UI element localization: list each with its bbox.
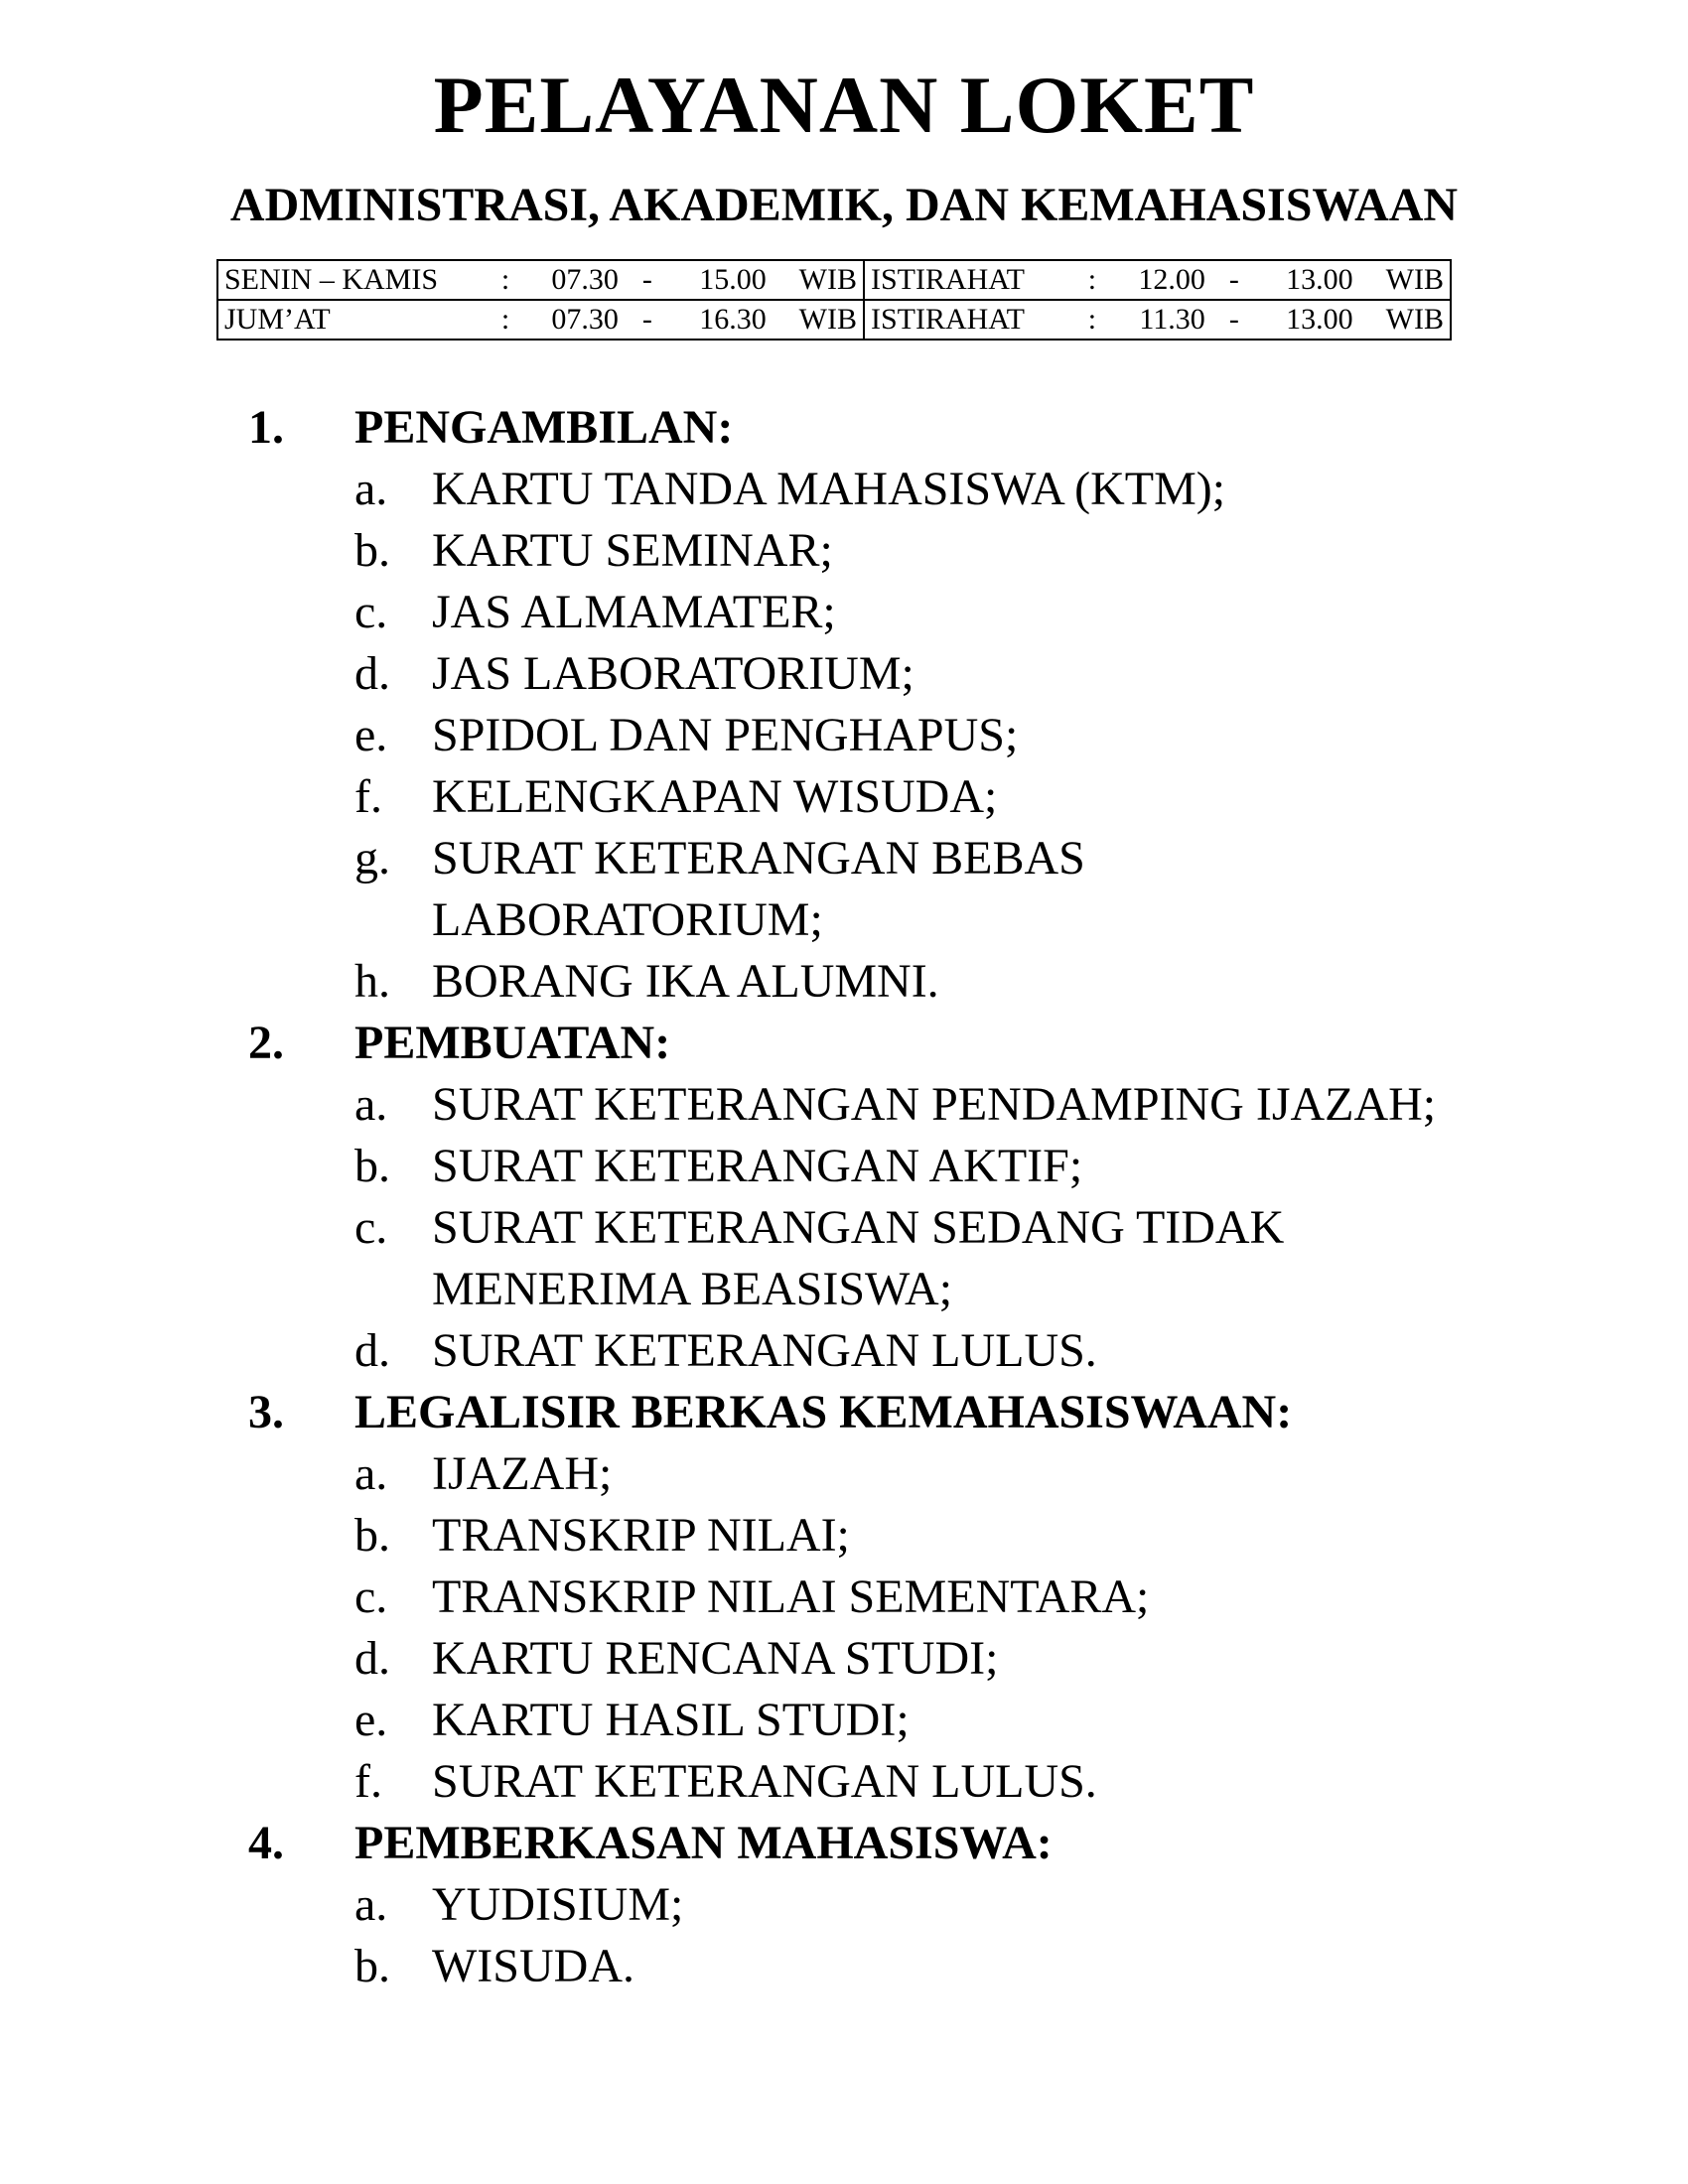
item-text: KARTU SEMINAR; xyxy=(432,524,833,577)
schedule-row xyxy=(217,300,1451,340)
section-heading xyxy=(248,1382,1539,1443)
section-title: PENGAMBILAN: xyxy=(354,401,734,454)
item-text: SURAT KETERANGAN LULUS. xyxy=(432,1755,1097,1808)
time-unit: WIB xyxy=(773,260,864,300)
item-letter: c. xyxy=(354,586,388,638)
item-text: YUDISIUM; xyxy=(432,1878,684,1931)
item-letter: d. xyxy=(354,1632,390,1685)
item-text: JAS ALMAMATER; xyxy=(432,586,836,638)
break-dash: - xyxy=(1211,260,1257,300)
open-time: 07.30 xyxy=(551,303,619,336)
item-text: SURAT KETERANGAN AKTIF; xyxy=(432,1140,1083,1192)
page-title: PELAYANAN LOKET xyxy=(433,60,1255,150)
section-pembuatan xyxy=(248,1013,1539,1382)
break-end: 13.00 xyxy=(1286,303,1353,336)
item-letter: a. xyxy=(354,1078,388,1131)
item-letter: a. xyxy=(354,1878,388,1931)
item-letter: b. xyxy=(354,1940,390,1992)
list-item xyxy=(248,1197,1539,1320)
section-heading xyxy=(248,1813,1539,1874)
list-item xyxy=(248,1936,1539,1997)
item-letter: e. xyxy=(354,1694,388,1746)
time-unit: WIB xyxy=(773,300,864,340)
item-letter: b. xyxy=(354,524,390,577)
section-pemberkasan xyxy=(248,1813,1539,1997)
break-end: 13.00 xyxy=(1257,260,1359,300)
open-time: 07.30 xyxy=(522,260,625,300)
break-dash: - xyxy=(1228,303,1239,336)
section-number: 1. xyxy=(248,401,284,454)
section-legalisir xyxy=(248,1382,1539,1813)
schedule-day: JUM’AT xyxy=(224,303,331,336)
section-heading xyxy=(248,1013,1539,1074)
list-item xyxy=(248,705,1539,766)
schedule-colon: : xyxy=(500,303,510,336)
item-letter: d. xyxy=(354,647,390,700)
item-text: SURAT KETERANGAN SEDANG TIDAK MENERIMA BEASISWA; xyxy=(432,1201,1285,1315)
item-text: TRANSKRIP NILAI SEMENTARA; xyxy=(432,1570,1150,1623)
section-number: 4. xyxy=(248,1817,284,1869)
item-letter: a. xyxy=(354,463,388,515)
item-letter: c. xyxy=(354,1570,388,1623)
item-text: KARTU RENCANA STUDI; xyxy=(432,1632,999,1685)
item-letter: a. xyxy=(354,1447,388,1500)
section-pengambilan xyxy=(248,397,1539,1013)
item-text: JAS LABORATORIUM; xyxy=(432,647,914,700)
section-number: 3. xyxy=(248,1386,284,1438)
close-time: 16.30 xyxy=(699,303,767,336)
item-letter: h. xyxy=(354,955,390,1008)
list-item xyxy=(248,582,1539,643)
time-dash: - xyxy=(641,303,652,336)
break-start: 11.30 xyxy=(1139,303,1205,336)
break-label: ISTIRAHAT xyxy=(870,303,1025,336)
break-start: 12.00 xyxy=(1109,260,1211,300)
break-colon: : xyxy=(1087,303,1097,336)
list-item xyxy=(248,1505,1539,1567)
section-title: PEMBERKASAN MAHASISWA: xyxy=(354,1817,1053,1869)
list-item xyxy=(248,1320,1539,1382)
list-item xyxy=(248,459,1539,520)
list-item xyxy=(248,643,1539,705)
break-colon: : xyxy=(1075,260,1109,300)
item-letter: c. xyxy=(354,1201,388,1254)
item-text: TRANSKRIP NILAI; xyxy=(432,1509,850,1562)
item-text: KELENGKAPAN WISUDA; xyxy=(432,770,998,823)
item-letter: b. xyxy=(354,1140,390,1192)
schedule-day: SENIN – KAMIS xyxy=(217,260,489,300)
item-text: SURAT KETERANGAN BEBAS LABORATORIUM; xyxy=(432,832,1085,946)
list-item xyxy=(248,828,1539,951)
item-text: WISUDA. xyxy=(432,1940,634,1992)
service-hours-table xyxy=(216,259,1452,341)
close-time: 15.00 xyxy=(670,260,773,300)
list-item xyxy=(248,1136,1539,1197)
item-text: SPIDOL DAN PENGHAPUS; xyxy=(432,709,1019,761)
break-label: ISTIRAHAT xyxy=(864,260,1075,300)
break-unit: WIB xyxy=(1359,260,1451,300)
section-heading xyxy=(248,397,1539,459)
list-item xyxy=(248,520,1539,582)
section-title: PEMBUATAN: xyxy=(354,1017,671,1069)
item-letter: f. xyxy=(354,770,382,823)
item-text: BORANG IKA ALUMNI. xyxy=(432,955,939,1008)
list-item xyxy=(248,1443,1539,1505)
item-letter: g. xyxy=(354,832,390,885)
item-letter: e. xyxy=(354,709,388,761)
schedule-row xyxy=(217,260,1451,300)
list-item xyxy=(248,1690,1539,1751)
section-number: 2. xyxy=(248,1017,284,1069)
list-item xyxy=(248,1874,1539,1936)
list-item xyxy=(248,1751,1539,1813)
item-text: SURAT KETERANGAN PENDAMPING IJAZAH; xyxy=(432,1078,1437,1131)
item-text: SURAT KETERANGAN LULUS. xyxy=(432,1324,1097,1377)
list-item xyxy=(248,766,1539,828)
service-sections xyxy=(248,397,1539,1997)
page-subtitle: ADMINISTRASI, AKADEMIK, DAN KEMAHASISWAAN xyxy=(229,179,1459,231)
break-unit: WIB xyxy=(1385,303,1444,336)
item-letter: f. xyxy=(354,1755,382,1808)
list-item xyxy=(248,1074,1539,1136)
section-title: LEGALISIR BERKAS KEMAHASISWAAN: xyxy=(354,1386,1293,1438)
item-text: KARTU TANDA MAHASISWA (KTM); xyxy=(432,463,1226,515)
item-letter: b. xyxy=(354,1509,390,1562)
schedule-colon: : xyxy=(489,260,522,300)
list-item xyxy=(248,1567,1539,1628)
item-text: IJAZAH; xyxy=(432,1447,613,1500)
time-dash: - xyxy=(625,260,670,300)
list-item xyxy=(248,1628,1539,1690)
item-text: KARTU HASIL STUDI; xyxy=(432,1694,910,1746)
item-letter: d. xyxy=(354,1324,390,1377)
list-item xyxy=(248,951,1539,1013)
